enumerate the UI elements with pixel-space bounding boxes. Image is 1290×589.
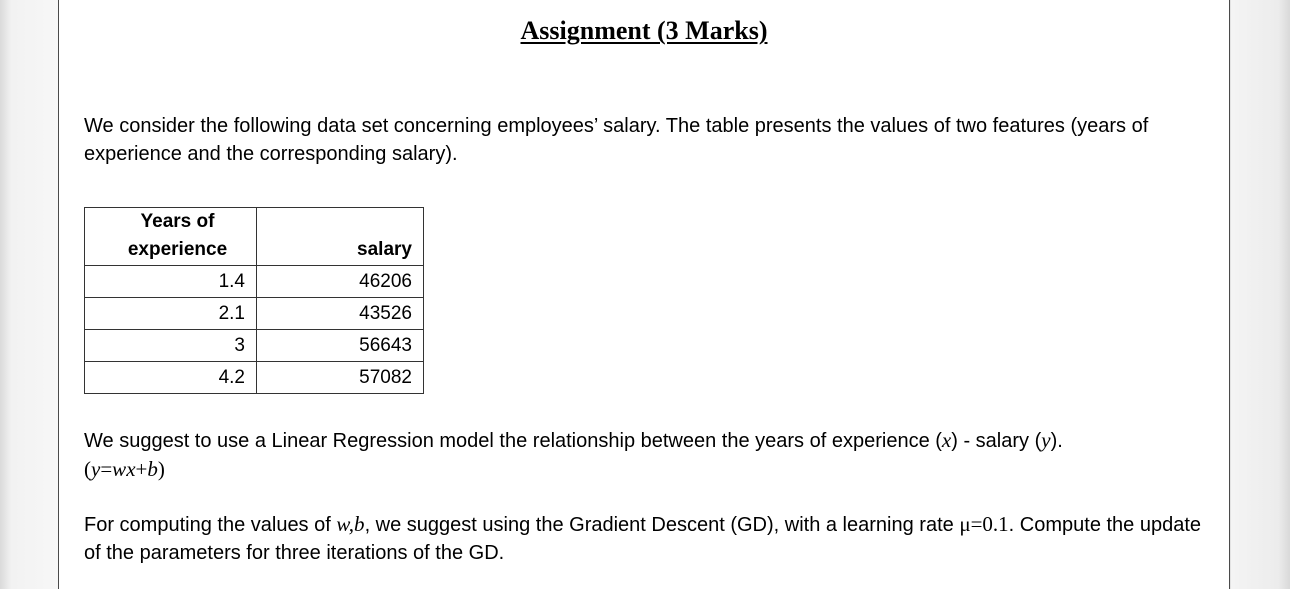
salary-cell: 56643 [257, 330, 424, 362]
learning-rate: μ=0.1 [959, 512, 1009, 536]
model-text-1: We suggest to use a Linear Regression model the relationship between the years of experience ( [84, 430, 942, 452]
salary-cell: 57082 [257, 362, 424, 394]
years-cell: 1.4 [85, 266, 257, 298]
header-salary: salary [257, 208, 424, 266]
model-text-2: ) - salary ( [951, 430, 1042, 452]
years-cell: 4.2 [85, 362, 257, 394]
right-margin [1231, 0, 1290, 589]
model-text-3: ). [1050, 430, 1063, 452]
years-cell: 3 [85, 330, 257, 362]
left-margin [0, 0, 58, 589]
table-row [85, 362, 424, 394]
parameters: w,b [336, 512, 365, 536]
gd-paragraph [84, 510, 1214, 567]
years-cell: 2.1 [85, 298, 257, 330]
gd-text-2: , we suggest using the Gradient Descent (GD), with a learning rate [364, 514, 960, 536]
salary-cell: 43526 [257, 298, 424, 330]
salary-table [84, 207, 424, 394]
x-variable: x [941, 428, 952, 452]
table-row [85, 330, 424, 362]
table-header-row [85, 208, 424, 266]
gd-text-3: . Compute the update of the parameters for three iterations of the GD. [84, 514, 1202, 564]
table-row [85, 266, 424, 298]
model-equation: (y=wx+b) [84, 457, 165, 481]
assignment-title: Assignment (3 Marks) [520, 16, 768, 45]
salary-cell: 46206 [257, 266, 424, 298]
document-page [58, 0, 1230, 589]
y-variable: y [1041, 428, 1051, 452]
model-paragraph [84, 426, 1214, 484]
intro-paragraph: We consider the following data set concerning employees’ salary. The table presents the values of two features (years of experience and the corresponding salary). [84, 115, 1149, 165]
table-row [85, 298, 424, 330]
header-years-of-experience: Years of experience [85, 208, 257, 266]
gd-text-1: For computing the values of [84, 514, 337, 536]
